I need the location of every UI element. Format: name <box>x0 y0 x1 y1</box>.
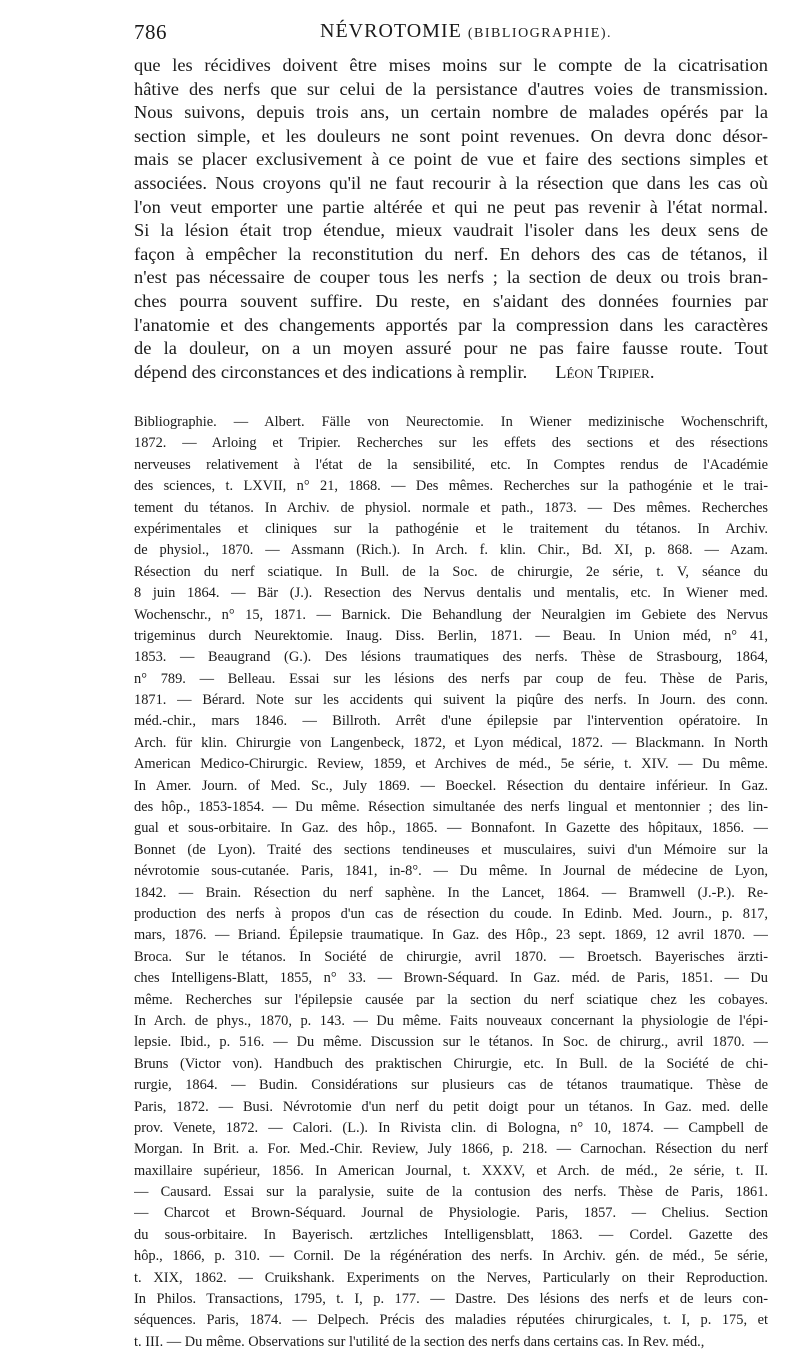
bibliography-line: production des nerfs à propos d'un cas de résection du coude. In Edinb. Med. Journ., p. 817, <box>134 905 768 922</box>
bibliography-line: In Philos. Transactions, 1795, t. I, p. 177. — Dastre. Des lésions des nerfs et de leurs con- <box>134 1291 768 1308</box>
body-line: section simple, et les douleurs ne sont point revenues. On devra donc désor- <box>134 125 768 146</box>
bibliography-line: American Medico-Chirurgic. Review, 1859, et Archives de méd., 5e série, t. XIV. — Du même. <box>134 756 768 773</box>
bibliography-line: t. III. — Du même. Observations sur l'utilité de la section des nerfs dans certains cas. In Rev. méd., <box>134 1333 705 1350</box>
body-line: mais se placer exclusivement à ce point de vue et faire des sections simples et <box>134 149 768 170</box>
bibliography-line: prov. Venete, 1872. — Calori. (L.). In Rivista clin. di Bologna, n° 10, 1874. — Campbell de <box>134 1119 768 1136</box>
bibliography-line: nerveuses relativement à l'état de la sensibilité, etc. In Comptes rendus de l'Académie <box>134 456 768 473</box>
author-signature: Léon Tripier. <box>555 361 655 382</box>
bibliography-line: Bibliographie. — Albert. Fälle von Neurectomie. In Wiener medizinische Wochenschrift, <box>134 414 768 430</box>
bibliography-line: 8 juin 1864. — Bär (J.). Resection des Nervus dentalis und mentalis, etc. In Wiener med. <box>134 585 768 602</box>
bibliography-line: trigeminus durch Neurektomie. Inaug. Diss. Berlin, 1871. — Beau. In Union méd, n° 41, <box>134 627 768 644</box>
body-line: de la douleur, on a un moyen assuré pour ne pas faire fausse route. Tout <box>134 338 768 359</box>
bibliography-line: des hôp., 1853-1854. — Du même. Résection simultanée des nerfs lingual et mentonnier ; des lin- <box>134 799 768 816</box>
page-header <box>134 20 754 50</box>
page-number: 786 <box>134 20 167 44</box>
bibliography-line: In Amer. Journ. of Med. Sc., July 1869. — Boeckel. Résection du dentaire inférieur. In Gaz. <box>134 777 768 794</box>
bibliography-line: méd.-chir., mars 1846. — Billroth. Arrêt d'une épilepsie par l'intervention opératoire. In <box>134 713 768 730</box>
bibliography-line: Arch. für klin. Chirurgie von Langenbeck, 1872, et Lyon médical, 1872. — Blackmann. In North <box>134 734 768 751</box>
body-line: n'est pas nécessaire de couper tous les nerfs ; la section de deux ou trois bran- <box>134 267 768 288</box>
running-title-main: NÉVROTOMIE <box>320 20 462 42</box>
bibliography-line: maxillaire supérieur, 1856. In American Journal, t. XXXV, et Arch. de méd., 2e série, t. II. <box>134 1162 768 1179</box>
running-title-sub: (BIBLIOGRAPHIE). <box>467 26 613 41</box>
bibliography-line: expérimentales et cliniques sur la pathogénie et le traitement du tétanos. In Archiv. <box>134 520 768 537</box>
bibliography-line: Morgan. In Brit. a. For. Med.-Chir. Review, July 1866, p. 218. — Carnochan. Résection du nerf <box>134 1141 768 1158</box>
bibliography-line: 1872. — Arloing et Tripier. Recherches sur les effets des sections et des résections <box>134 435 768 452</box>
bibliography-line: t. XIX, 1862. — Cruikshank. Experiments on the Nerves, Particularly on their Reproduction. <box>134 1269 768 1286</box>
bibliography-line: même. Recherches sur l'épilepsie causée par la section du nerf sciatique chez les cobayes. <box>134 991 768 1008</box>
bibliography-line: Broca. Sur le tétanos. In Société de chirurgie, avril 1870. — Broetsch. Bayerisches ärzti- <box>134 948 768 965</box>
bibliography-line: Wochenschr., n° 15, 1871. — Barnick. Die Behandlung der Neuralgien im Gebiete des Nervus <box>134 606 768 623</box>
bibliography-line: — Causard. Essai sur la paralysie, suite de la contusion des nerfs. Thèse de Paris, 1861. <box>134 1184 768 1201</box>
bibliography-line: ches Intelligens-Blatt, 1855, n° 33. — Brown-Séquard. In Gaz. méd. de Paris, 1851. — Du <box>134 970 768 987</box>
bibliography-line: n° 789. — Belleau. Essai sur les lésions des nerfs par coup de feu. Thèse de Paris, <box>134 670 768 687</box>
body-line: l'on veut emporter une partie altérée et qui ne peut pas revenir à l'état normal. <box>134 196 768 217</box>
bibliography-line: gual et sous-orbitaire. In Gaz. des hôp., 1865. — Bonnafont. In Gazette des hôpitaux, 1856. — <box>134 820 768 837</box>
bibliography-line: de physiol., 1870. — Assmann (Rich.). In Arch. f. klin. Chir., Bd. XI, p. 868. — Azam. <box>134 542 768 559</box>
bibliography-line: 1871. — Bérard. Note sur les accidents qui suivent la piqûre des nerfs. In Journ. des conn. <box>134 692 768 709</box>
bibliography-line: hôp., 1866, p. 310. — Cornil. De la régénération des nerfs. In Archiv. gén. de méd., 5e série, <box>134 1248 768 1265</box>
body-line: Si la lésion était trop étendue, mieux vaudrait l'isoler dans les deux sens de <box>134 220 768 241</box>
body-line: ches pourra souvent suffire. Du reste, en s'aidant des données fournies par <box>134 290 768 311</box>
bibliography-line: lepsie. Ibid., p. 516. — Du même. Discussion sur le tétanos. In Soc. de chirurg., avril 1870. — <box>134 1034 768 1051</box>
bibliography-line: In Arch. de phys., 1870, p. 143. — Du même. Faits nouveaux concernant la physiologie de l'épi- <box>134 1012 768 1029</box>
bibliography-line: Résection du nerf sciatique. In Bull. de la Soc. de chirurgie, 2e série, t. V, séance du <box>134 563 768 580</box>
bibliography-line: — Charcot et Brown-Séquard. Journal de Physiologie. Paris, 1857. — Chelius. Section <box>134 1205 768 1222</box>
bibliography-line: Bonnet (de Lyon). Traité des sections tendineuses et musculaires, suivi d'un Mémoire sur la <box>134 841 768 858</box>
bibliography-line: des sciences, t. LXVII, n° 21, 1868. — Des mêmes. Recherches sur la pathogénie et le trai- <box>134 478 768 495</box>
body-line: associées. Nous croyons qu'il ne faut recourir à la résection que dans les cas où <box>134 172 768 193</box>
bibliography-line: névrotomie sous-cutanée. Paris, 1841, in-8°. — Du même. In Journal de médecine de Lyon, <box>134 863 768 880</box>
bibliography-line: mars, 1876. — Briand. Épilepsie traumatique. In Gaz. des Hôp., 23 sept. 1869, 12 avril 1870. — <box>134 927 768 944</box>
bibliography-line: Paris, 1872. — Busi. Névrotomie d'un nerf du petit doigt pour un tétanos. In Gaz. med. delle <box>134 1098 768 1115</box>
body-paragraph <box>134 54 768 384</box>
bibliography-line: rurgie, 1864. — Budin. Considérations sur plusieurs cas de tétanos traumatique. Thèse de <box>134 1077 768 1094</box>
bibliography-line: Bruns (Victor von). Handbuch des praktischen Chirurgie, etc. In Bull. de la Société de chi- <box>134 1055 768 1072</box>
bibliography-line: séquences. Paris, 1874. — Delpech. Précis des maladies réputées chirurgicales, t. I, p. 175, et <box>134 1312 768 1329</box>
body-line-last <box>134 361 768 385</box>
body-line-text: dépend des circonstances et des indications à remplir. <box>134 361 528 382</box>
running-title <box>320 20 612 43</box>
body-line: façon à empêcher la reconstitution du nerf. En dehors des cas de tétanos, il <box>134 243 768 264</box>
bibliography-line: tement du tétanos. In Archiv. de physiol. normale et path., 1873. — Des mêmes. Recherches <box>134 499 768 516</box>
bibliography <box>134 412 768 1353</box>
body-line: Nous suivons, depuis trois ans, un certain nombre de malades opérés par la <box>134 102 768 123</box>
bibliography-line: 1853. — Beaugrand (G.). Des lésions traumatiques des nerfs. Thèse de Strasbourg, 1864, <box>134 649 768 666</box>
bibliography-line: 1842. — Brain. Résection du nerf saphène. In the Lancet, 1864. — Bramwell (J.-P.). Re- <box>134 884 768 901</box>
body-line: l'anatomie et des changements apportés par la compression dans les caractères <box>134 314 768 335</box>
body-line: hâtive des nerfs que sur celui de la persistance d'autres voies de transmission. <box>134 78 768 99</box>
bibliography-line: du sous-orbitaire. In Bayerisch. ærtzliches Intelligensblatt, 1863. — Cordel. Gazette des <box>134 1226 768 1243</box>
body-line: que les récidives doivent être mises moins sur le compte de la cicatrisation <box>134 55 768 75</box>
